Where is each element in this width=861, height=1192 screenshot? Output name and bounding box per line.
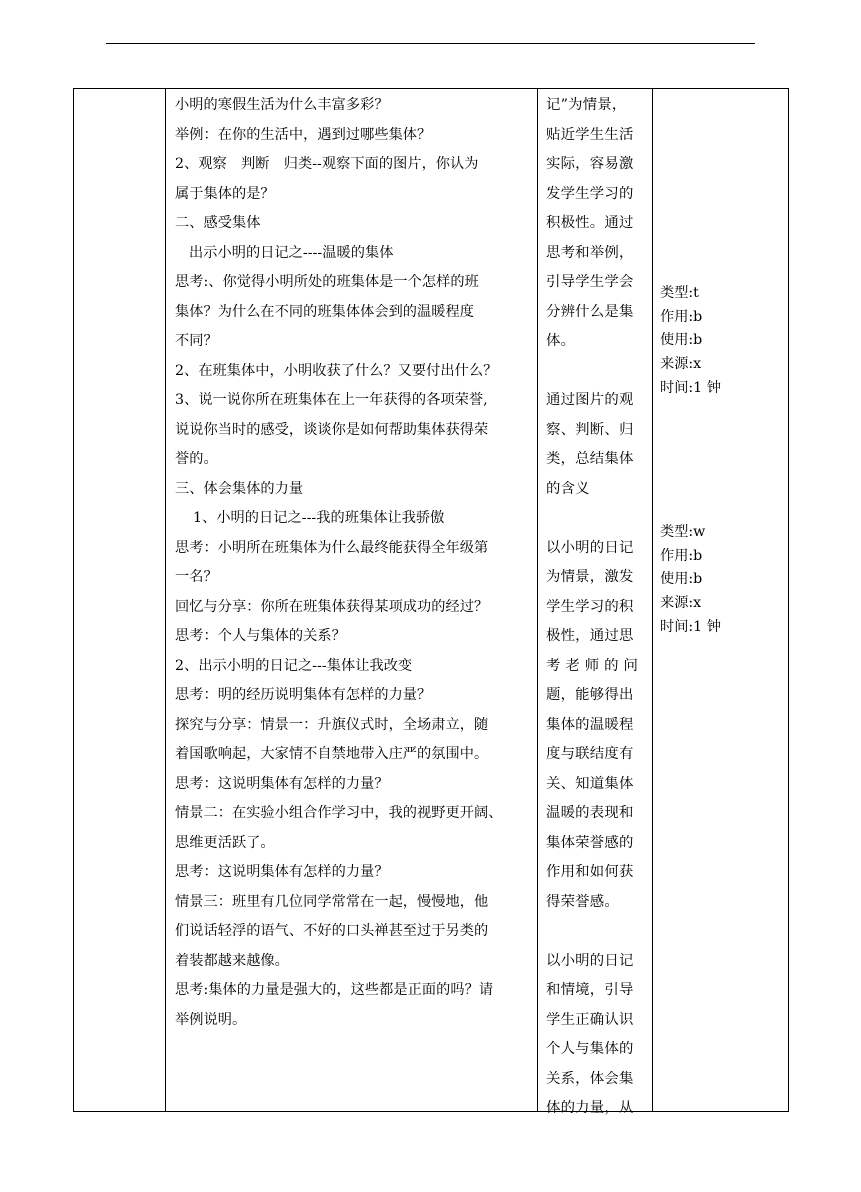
process-text-line: 2、出示小明的日记之---集体让我改变: [175, 657, 413, 674]
resource-meta-block: [660, 282, 721, 400]
design-intent-line: 学生学习的积: [546, 598, 634, 615]
design-intent-line: 题，能够得出: [546, 687, 634, 703]
header-rule: [106, 43, 755, 44]
column-divider: [165, 89, 166, 1111]
process-text-line: 们说话轻浮的语气、不好的口头禅甚至过于另类的: [175, 923, 489, 939]
resource-meta-block: [660, 521, 721, 639]
resource-meta-line: 类型:t: [660, 285, 699, 301]
process-text-line: 探究与分享：情景一：升旗仪式时，全场肃立，随: [175, 716, 489, 733]
process-text-line: 情景二：在实验小组合作学习中，我的视野更开阔、: [175, 805, 503, 821]
design-intent-line: 类，总结集体: [546, 451, 634, 467]
process-text-line: 集体？为什么在不同的班集体体会到的温暖程度: [175, 303, 474, 320]
process-text-line: 2、在班集体中，小明收获了什么？又要付出什么？: [175, 362, 498, 379]
design-intent-line: 关、知道集体: [546, 775, 634, 792]
design-intent-line: 察、判断、归: [546, 421, 634, 438]
note-spacer: [546, 357, 652, 387]
design-intent-line: 发学生学习的: [546, 185, 634, 202]
resource-meta-line: 时间:1 钟: [660, 379, 721, 396]
resource-meta-line: 来源:x: [660, 356, 702, 373]
resource-meta-line: 作用:b: [660, 547, 703, 564]
design-intent-line: 记”为情景，: [546, 97, 627, 113]
design-intent-column: [546, 89, 652, 1124]
design-intent-line: 集体荣誉感的: [546, 834, 634, 851]
process-text-line: 说说你当时的感受，谈谈你是如何帮助集体获得荣: [175, 421, 489, 438]
design-intent-line: 为情景，激发: [546, 569, 634, 585]
design-intent-line: 贴近学生生活: [546, 126, 634, 143]
process-text-line: 回忆与分享：你所在班集体获得某项成功的经过？: [175, 598, 489, 615]
lesson-table: [73, 88, 789, 1116]
process-text-line: 情景三：班里有几位同学常常在一起，慢慢地，他: [175, 893, 489, 910]
process-text-line: 思考:、你觉得小明所处的班集体是一个怎样的班: [175, 274, 479, 290]
design-intent-line: 度与联结度有: [546, 746, 634, 762]
process-text-line: 思考:集体的力量是强大的，这些都是正面的吗？请: [175, 982, 494, 998]
design-intent-line: 温暖的表现和: [546, 805, 634, 821]
process-text-line: 一名？: [175, 569, 218, 585]
process-text-line: 不同？: [175, 333, 218, 349]
resource-meta-line: 使用:b: [660, 332, 703, 349]
design-intent-line: 实际，容易激: [546, 156, 634, 172]
note-spacer: [546, 917, 652, 947]
design-intent-line: 以小明的日记: [546, 952, 634, 969]
process-text-line: 着国歌响起，大家情不自禁地带入庄严的氛围中。: [175, 746, 489, 762]
design-intent-line: 分辨什么是集: [546, 303, 634, 320]
design-intent-line: 引导学生学会: [546, 274, 634, 290]
design-intent-line: 集体的温暖程: [546, 716, 634, 733]
teaching-process-column: [175, 89, 540, 1035]
design-intent-line: 通过图片的观: [546, 392, 634, 408]
resource-meta-line: 时间:1 钟: [660, 618, 721, 635]
process-text-line: 思考：这说明集体有怎样的力量？: [175, 864, 389, 880]
process-text-line: 思考：个人与集体的关系？: [175, 628, 346, 644]
design-intent-line: 作用和如何获: [546, 864, 634, 880]
design-intent-line: 得荣誉感。: [546, 893, 619, 910]
process-text-line: 誉的。: [175, 451, 218, 467]
process-text-line: 思考：这说明集体有怎样的力量？: [175, 775, 389, 792]
process-text-line: 出示小明的日记之----温暖的集体: [189, 244, 394, 261]
design-intent-line: 体。: [546, 333, 576, 349]
resource-meta-line: 类型:w: [660, 524, 706, 540]
resource-meta-line: 来源:x: [660, 595, 702, 612]
process-text-line: 思考：小明所在班集体为什么最终能获得全年级第: [175, 539, 489, 556]
design-intent-line: 考 老 师 的 问: [546, 657, 639, 674]
process-text-line: 三、体会集体的力量: [175, 480, 304, 497]
process-text-line: 二、感受集体: [175, 215, 261, 231]
resource-meta-line: 作用:b: [660, 308, 703, 325]
process-text-line: 举例：在你的生活中，遇到过哪些集体？: [175, 126, 432, 143]
design-intent-line: 的含义: [546, 480, 590, 497]
process-text-line: 举例说明。: [175, 1011, 247, 1028]
design-intent-line: 体的力量，从: [546, 1100, 634, 1116]
process-text-line: 着装都越来越像。: [175, 952, 289, 969]
design-intent-line: 个人与集体的: [546, 1041, 634, 1057]
design-intent-line: 极性，通过思: [546, 628, 634, 644]
process-text-line: 思维更活跃了。: [175, 834, 275, 851]
process-text-line: 2、观察 判断 归类--观察下面的图片，你认为: [175, 156, 479, 172]
process-text-line: 属于集体的是？: [175, 185, 275, 202]
design-intent-line: 和情境，引导: [546, 982, 634, 998]
process-text-line: 小明的寒假生活为什么丰富多彩？: [175, 97, 389, 113]
note-spacer: [546, 504, 652, 534]
design-intent-line: 学生正确认识: [546, 1011, 634, 1028]
process-text-line: 思考：明的经历说明集体有怎样的力量？: [175, 687, 432, 703]
design-intent-line: 以小明的日记: [546, 539, 634, 556]
process-text-line: 1、小明的日记之---我的班集体让我骄傲: [193, 510, 445, 526]
process-text-line: 3、说一说你所在班集体在上一年获得的各项荣誉,: [175, 392, 488, 408]
resource-meta-line: 使用:b: [660, 571, 703, 588]
column-divider: [652, 89, 653, 1111]
design-intent-line: 关系，体会集: [546, 1070, 634, 1087]
design-intent-line: 积极性。通过: [546, 215, 634, 231]
design-intent-line: 思考和举例，: [546, 244, 634, 261]
